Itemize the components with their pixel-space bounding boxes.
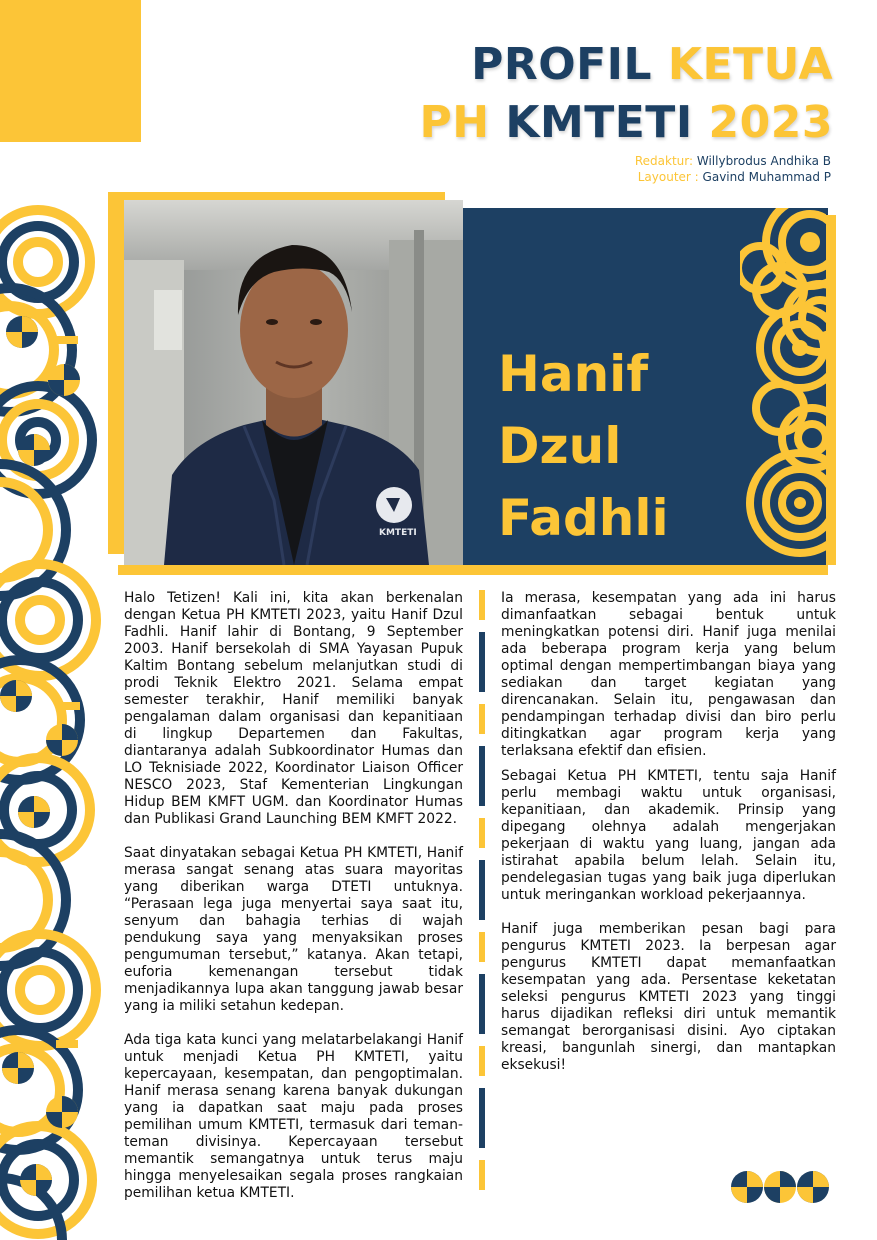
panel-circle-pattern: [740, 208, 836, 565]
article-right-column: [501, 590, 836, 1091]
title-word-kmteti: KMTETI: [505, 97, 693, 148]
name-middle: Dzul: [498, 417, 622, 475]
title-word-ketua: KETUA: [667, 39, 833, 90]
hero-bottom-gold-bar: [118, 565, 828, 575]
article-paragraph: Hanif juga memberikan pesan bagi para pengurus KMTETI 2023. Ia berpesan agar pengurus KMTETI dapat memanfaatkan kesempatan yang ada. Persentase keketatan seleksi pengurus KMTETI 2023 yang tinggi harus dijadikan refleksi diri untuk memantik semangat berorganisasi disini. Ayo ciptakan kreasi, bangunlah sinergi, dan mantapkan eksekusi!: [501, 921, 836, 1073]
title-word-profil: PROFIL: [471, 39, 653, 90]
portrait-photo: [124, 200, 463, 565]
layouter-name: Gavind Muhammad P: [702, 170, 831, 184]
article-left-column: [124, 590, 463, 1219]
article-paragraph: Saat dinyatakan sebagai Ketua PH KMTETI, Hanif merasa sangat senang atas suara mayoritas yang diberikan warga DTETI untuknya. “Perasaan lega juga menyertai saya saat itu, senyum dan bahagia terhias di wajah pendukung saya yang menyaksikan proses pengumuman tersebut,” katanya. Akan tetapi, euforia kemenangan tersebut tidak menjadikannya lupa akan tanggung jawab besar yang ia miliki setahun kedepan.: [124, 845, 463, 1014]
layouter-label: Layouter :: [637, 170, 699, 184]
article-paragraph: Sebagai Ketua PH KMTETI, tentu saja Hanif perlu membagi waktu untuk organisasi, kepanitiaan, dan akademik. Prinsip yang dipegang olehnya adalah mengerjakan pekerjaan di waktu yang luang, jangan ada istirahat apabila belum lelah. Selain itu, pendelegasian tugas yang baik juga diperlukan untuk meringankan workload pekerjaannya.: [501, 768, 836, 903]
name-first: Hanif: [498, 345, 649, 403]
editor-name: Willybrodus Andhika B: [696, 154, 831, 168]
profile-name: [498, 338, 669, 554]
article-paragraph: Ada tiga kata kunci yang melatarbelakangi Hanif untuk menjadi Ketua PH KMTETI, yaitu kepercayaan, kesempatan, dan pengoptimalan. Hanif merasa senang karena banyak dukungan yang ia dapatkan saat maju pada proses pemilihan umum KMTETI, termasuk dari teman-teman divisinya. Kepercayaan tersebut memantik semangatnya untuk terus maju hingga menyelesaikan segala proses rangkaian pemilihan ketua KMTETI.: [124, 1032, 463, 1201]
credit-editor: [635, 153, 831, 169]
editor-label: Redaktur:: [634, 154, 694, 168]
title-word-ph: PH: [419, 97, 490, 148]
footer-dot-ornament: [730, 1170, 830, 1204]
article-paragraph: Ia merasa, kesempatan yang ada ini harus dimanfaatkan sebagai bentuk untuk meningkatkan potensi diri. Hanif juga menilai ada beberapa program kerja yang belum optimal dengan mempertimbangan biaya yang sediakan dan target kegiatan yang direncanakan. Selain itu, pengawasan dan pendampingan terhadap divisi dan biro perlu ditingkatkan agar program kerja yang terlaksana efektif dan efisien.: [501, 590, 836, 759]
credit-layouter: [635, 169, 831, 185]
page-title: [419, 36, 833, 152]
corner-accent-square: [0, 0, 141, 142]
column-divider: [479, 590, 485, 1210]
portrait-illustration: [124, 200, 463, 565]
credits: [635, 153, 831, 185]
article-paragraph: Halo Tetizen! Kali ini, kita akan berkenalan dengan Ketua PH KMTETI 2023, yaitu Hanif Dzul Fadhli. Hanif lahir di Bontang, 9 September 2003. Hanif bersekolah di SMA Yayasan Pupuk Kaltim Bontang sebelum melanjutkan studi di prodi Teknik Elektro 2021. Selama empat semester terakhir, Hanif memiliki banyak pengalaman dalam organisasi dan kepanitiaan di lingkup Departemen dan Fakultas, diantaranya adalah Subkoordinator Humas dan LO Teknisiade 2022, Koordinator Liaison Officer NESCO 2023, Staf Kementerian Lingkungan Hidup BEM KMFT UGM. dan Koordinator Humas dan Publikasi Grand Launching BEM KMFT 2022.: [124, 590, 463, 827]
jacket-logo-text: KMTETI: [379, 528, 417, 538]
title-word-year: 2023: [708, 97, 833, 148]
name-last: Fadhli: [498, 489, 669, 547]
